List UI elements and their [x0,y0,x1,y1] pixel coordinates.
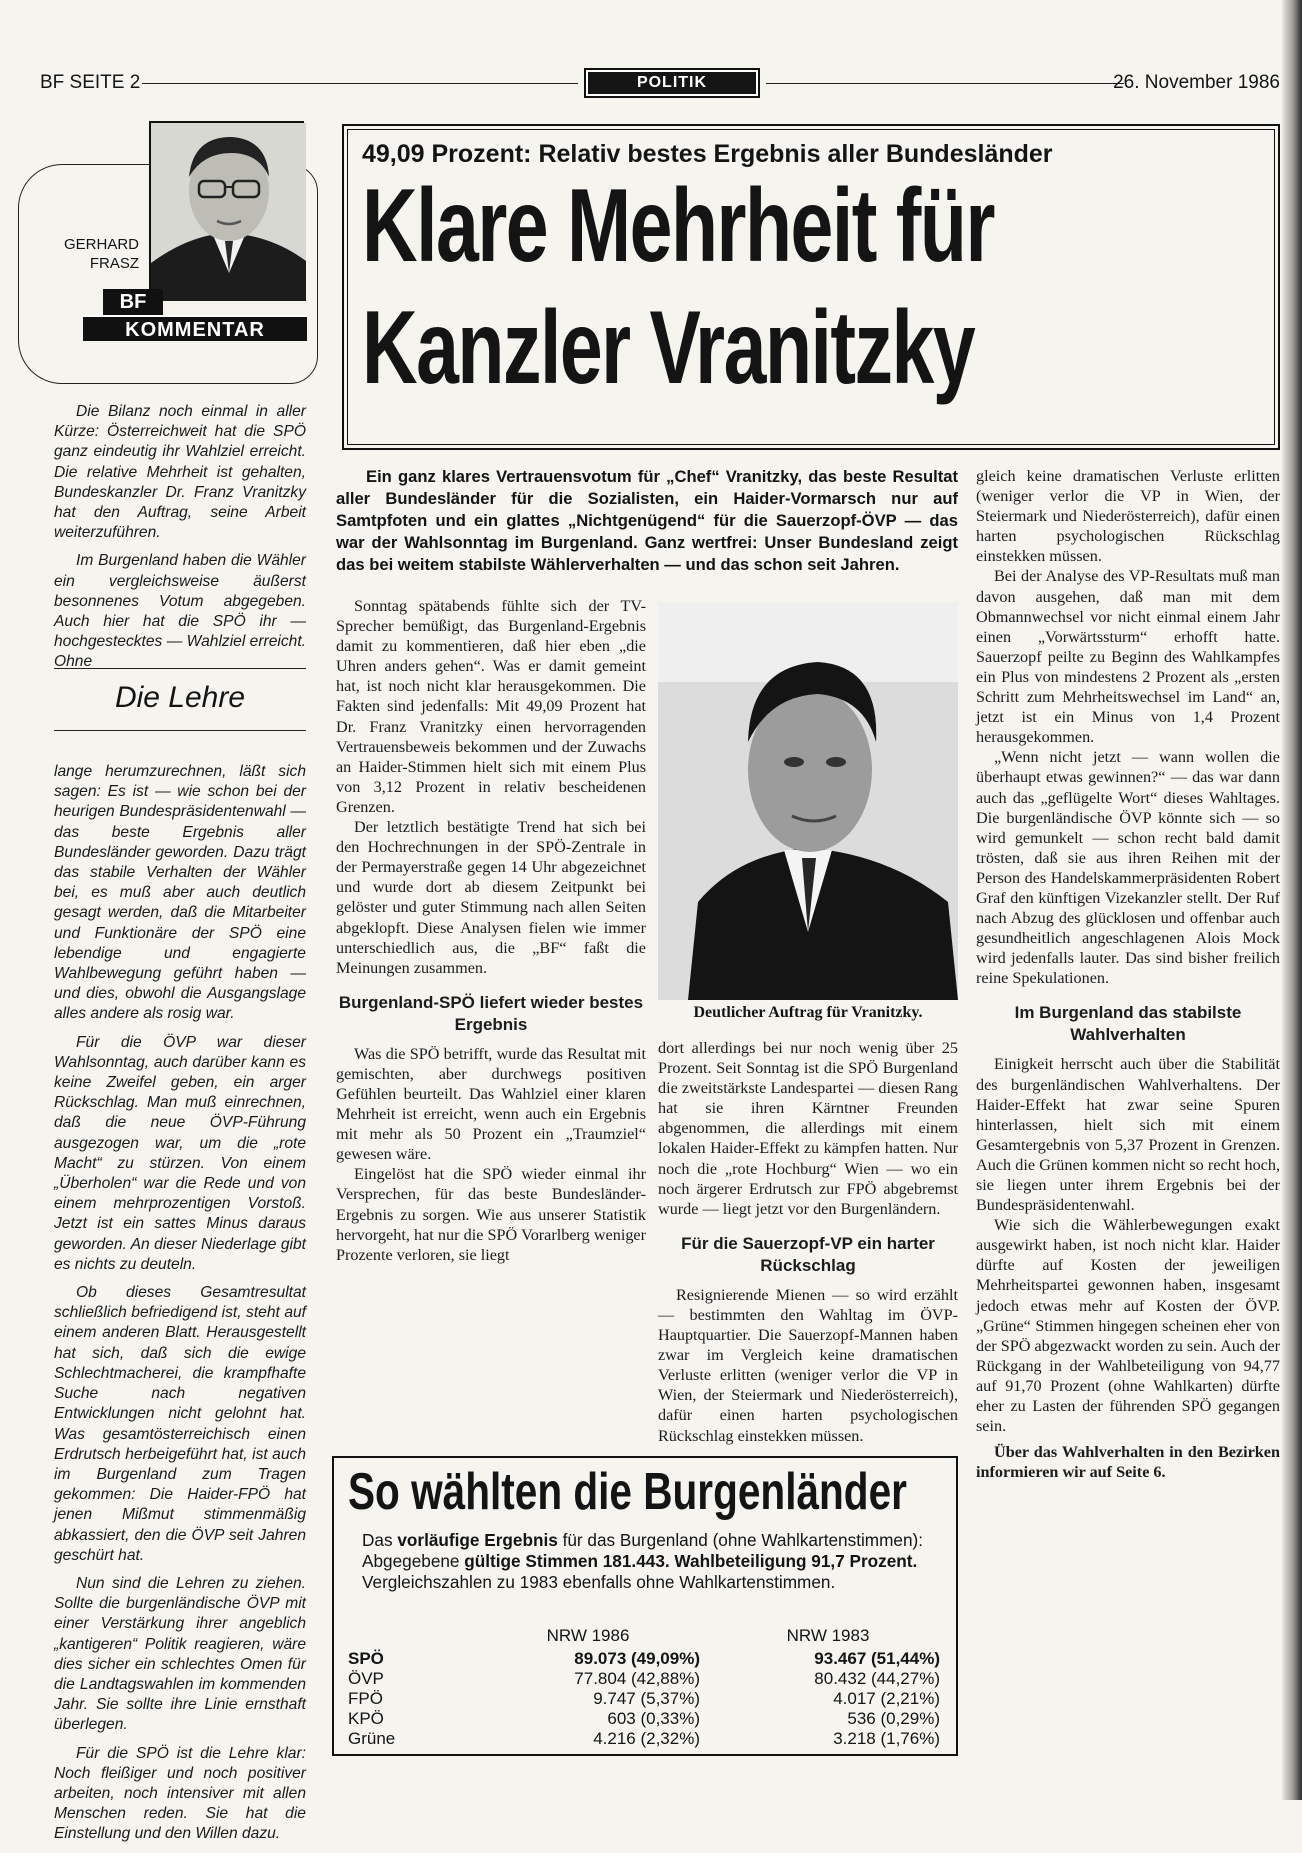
result-1983: 93.467 (51,44%) [814,1649,940,1668]
result-1986: 9.747 (5,37%) [593,1689,700,1708]
article-paragraph: Wie sich die Wählerbewegungen exakt ausgewirkt haben, ist noch nicht klar. Haider dürfte auf Kosten der jeweiligen Mehrheitspartei gewonnen haben, insgesamt jedoch etwas mehr auf Kosten der ÖVP. „Grüne“ Stimmen hingegen scheinen eher von der SPÖ abgezwackt worden zu sein. Auch der Rückgang in der Wahlbeteiligung von 94,77 auf 91,70 Prozent (ohne Wahlkarten) dürfte eher zu Lasten der führenden SPÖ gegangen sein. [976,1216,1280,1436]
results-intro-bold: vorläufige Ergebnis [397,1530,558,1550]
section-label-box [584,68,760,98]
article-paragraph: Was die SPÖ betrifft, wurde das Resultat mit gemischten, aber durchwegs positiven Gefühlen beurteilt. Das Wahlziel einer klaren Mehrheit ist erreicht, wenn auch ein Ergebnis mit mehr als 50 Prozent ein „Traumziel“ gewesen wäre. [336,1044,646,1164]
article-lead: Ein ganz klares Vertrauensvotum für „Chef“ Vranitzky, das beste Resultat aller Bundesländer für die Sozialisten, ein Haider-Vormarsch nur auf Samtpfoten und ein glattes „Nichtgenügend“ für die Sauerzopf-ÖVP — das war der Wahlsonntag im Burgenland. Ganz wertfrei: Unser Bundesland zeigt das bei weitem stabilste Wählerverhalten — und das schon seit Jahren. [336,467,958,574]
article-column-1 [336,596,646,1265]
article-paragraph: dort allerdings bei nur noch wenig über 25 Prozent. Seit Sonntag ist die SPÖ Burgenland die zweitstärkste Landespartei — diesen Rang hat sie ihren Kärntner Freunden abgenommen, die allerdings mit einem lokalen Haider-Effekt zu kämpfen hatten. Nur noch die „rote Hochburg“ Wien — wo ein noch ärgerer Erdrutsch zur FPÖ abgebremst wurde — liegt jetzt vor den Burgenländern. [658,1039,958,1218]
subheading-vp: Für die Sauerzopf-VP ein harter Rückschlag [681,1233,935,1275]
masthead-rule-left [142,83,578,84]
kommentar-banner-label: KOMMENTAR [83,315,307,341]
kommentar-subtitle: Die Lehre [114,681,246,714]
column-header-1983: NRW 1983 [786,1626,870,1645]
cross-reference: Über das Wahlverhalten in den Bezirken informieren wir auf Seite 6. [976,1443,1280,1482]
article-paragraph: Sonntag spätabends fühlte sich der TV-Sprecher bemüßigt, das Burgenland-Ergebnis damit zu kommentieren, daß hier eben „die Uhren anders gehen“. Was er damit gemeint hat, ist noch nicht klar herausgekommen. Die Fakten sind jedenfalls: Mit 49,09 Prozent hat Dr. Franz Vranitzky einen hervorragenden Vertrauensbeweis bekommen und der Zuwachs an Haider-Stimmen hielt sich mit einem Plus von 3,12 Prozent in relativ bescheidenen Grenzen. [336,597,646,816]
vranitzky-photo-drawing [658,602,958,1000]
table-row [348,1689,948,1709]
party-name: SPÖ [348,1649,384,1668]
kommentar-intro [54,402,306,681]
kommentar-paragraph: Für die SPÖ ist die Lehre klar: Noch fleißiger und noch positiver arbeiten, noch intensiver mit allen Menschen reden. Sie hat die Einstellung und den Willen dazu. [54,1744,306,1843]
kommentar-paragraph: Die Bilanz noch einmal in aller Kürze: Österreichweit hat die SPÖ ganz eindeutig ihr Wahlziel erreicht. Die relative Mehrheit ist gehalten, Bundeskanzler Dr. Franz Vranitzky hat den Auftrag, seine Arbeit weiterzuführen. [54,403,306,542]
author-last-name: FRASZ [89,255,139,272]
table-row [348,1649,948,1669]
results-header-row [348,1626,948,1649]
article-paragraph: Eingelöst hat die SPÖ wieder einmal ihr Versprechen, für das beste Bundesländer-Ergebnis zu sorgen. Wie aus unserer Statistik hervorgeht, hat nur die SPÖ Vorarlberg weniger Prozente verloren, sie liegt [336,1165,646,1264]
page-edge-shadow [1282,0,1302,1800]
page-number: BF SEITE 2 [40,72,141,93]
result-1983: 4.017 (2,21%) [833,1689,940,1708]
headline-box [342,124,1280,450]
divider [54,730,306,731]
result-1986: 4.216 (2,32%) [593,1729,700,1748]
results-title: So wählten die Burgenländer [348,1463,907,1521]
kommentar-body [54,762,306,1853]
results-intro [362,1530,942,1593]
author-name [49,235,139,273]
results-table [348,1626,948,1749]
results-intro-text: Das [362,1530,398,1550]
party-name: KPÖ [348,1709,384,1728]
issue-date: 26. November 1986 [1113,72,1280,93]
kommentar-card [18,164,318,384]
kommentar-paragraph: Für die ÖVP war dieser Wahlsonntag, auch darüber kann es keine Zweifel geben, ein arger Rückschlag. Man muß einrechnen, daß die neue ÖVP-Führung ausgezogen war, um die „rote Macht“ zu stürzen. Von einem „Überholen“ war die Rede und von einem mehrprozentigen Vorstoß. Jetzt ist ein sattes Minus daraus geworden. An dieser Niederlage gibt es nichts zu deuteln. [54,1033,306,1273]
headline-line-2: Kanzler Vranitzky [362,290,975,406]
article-paragraph: gleich keine dramatischen Verluste erlitten (weniger verlor die VP in Wien, der Steiermark und Niederösterreich), dafür einen harten psychologischen Rückschlag einstekken müssen. [976,467,1280,566]
divider [54,668,306,669]
column-header-1986: NRW 1986 [546,1626,630,1645]
author-first-name: GERHARD [63,236,139,253]
author-portrait [149,121,304,299]
author-portrait-drawing [151,123,306,301]
kommentar-banner-bf: BF [103,289,163,315]
masthead [40,68,1280,98]
results-intro-text: für das Burgenland (ohne Wahlkartenstimmen): Abgegebene [362,1530,924,1571]
kommentar-paragraph: lange herumzurechnen, läßt sich sagen: Es ist — wie schon bei der heurigen Bundespräsidentenwahl — das beste Ergebnis aller Bundesländer geworden. Dazu trägt das stabile Verhalten der Wähler bei, es muß aber auch deutlich gesagt werden, daß die Mitarbeiter und Funktionäre der SPÖ eine lebendige und engagierte Wahlbewegung geführt haben — und dies, obwohl die Ausgangslage alles andere als rosig war. [54,763,306,1023]
result-1983: 3.218 (1,76%) [833,1729,940,1748]
kommentar-paragraph: Ob dieses Gesamtresultat schließlich befriedigend ist, steht auf einem anderen Blatt. Herausgestellt hat sich, daß sich die ewige Schlechtmacherei, die krampfhafte Suche nach negativen Entwicklungen nicht gelohnt hat. Was gesamtösterreichisch einen Erdrutsch herbeigeführt hat, ist auch im Burgenland zum Tragen gekommen: Die Haider-FPÖ hat jenen Mißmut stimmenmäßig abkassiert, den die ÖVP seit Jahren geschürt hat. [54,1284,306,1564]
subheading-spo: Burgenland-SPÖ liefert wieder bestes Ergebnis [338,992,644,1034]
subheading-stability: Im Burgenland das stabilste Wahlverhalten [1014,1003,1242,1045]
section-label: POLITIK [588,72,756,94]
table-row [348,1669,948,1689]
table-row [348,1709,948,1729]
results-intro-text: Vergleichszahlen zu 1983 ebenfalls ohne Wahlkartenstimmen. [362,1572,836,1592]
result-1983: 536 (0,29%) [847,1709,940,1728]
result-1986: 77.804 (42,88%) [574,1669,700,1688]
photo-caption: Deutlicher Auftrag für Vranitzky. [693,1004,923,1021]
result-1983: 80.432 (44,27%) [814,1669,940,1688]
kommentar-paragraph: Nun sind die Lehren zu ziehen. Sollte die burgenländische ÖVP mit einer Verstärkung ihrer angeblich „kantigeren“ Politik reagieren, wäre dies sicher ein schlechtes Omen für die Landtagswahlen im kommenden Jahr. Sie sollte ihre Linie ernsthaft überlegen. [54,1574,306,1734]
article-column-3 [976,466,1280,1482]
kommentar-banner [83,289,307,341]
vranitzky-photo [658,602,958,1000]
article-column-2 [658,1038,958,1445]
article-paragraph: Bei der Analyse des VP-Resultats muß man davon ausgehen, daß man mit dem Obmannwechsel vor nicht einmal einem Jahr einen „Vorwärtssturm“ erhofft hatte. Sauerzopf peilte zu Beginn des Wahlkampfes ein Plus von mindestens 2 Prozent als „ersten Schritt zum Mehrheitswechsel im Land“ an, jetzt ist ein Minus von 1,4 Prozent herausgekommen. [976,567,1280,747]
table-row [348,1729,948,1749]
result-1986: 603 (0,33%) [607,1709,700,1728]
headline-line-1: Klare Mehrheit für [362,168,994,284]
party-column-header [348,1626,468,1649]
result-1986: 89.073 (49,09%) [574,1649,700,1668]
article-paragraph: Einigkeit herrscht auch über die Stabilität des burgenländischen Wahlverhaltens. Der Haider-Effekt hat zwar seine Spuren hinterlassen, hielt sich mit einem Gesamtergebnis von 5,37 Prozent in Grenzen. Auch die Grünen kommen nicht so recht hoch, sie liegen unter ihrem Ergebnis bei der Bundespräsidentenwahl. [976,1055,1280,1215]
party-name: ÖVP [348,1669,384,1688]
party-name: FPÖ [348,1689,383,1708]
article-paragraph: Der letztlich bestätigte Trend hat sich bei den Hochrechnungen in der SPÖ-Zentrale in der Permayerstraße gegen 14 Uhr abgezeichnet und wurde dort ab diesem Zeitpunkt bei gelöster und guter Stimmung nach allen Seiten abgeklopft. Diese Analysen fielen wie immer unterschiedlich aus, die „BF“ faßt die Meinungen zusammen. [336,818,646,977]
results-intro-bold: gültige Stimmen 181.443. Wahlbeteiligung 91,7 Prozent. [464,1551,918,1571]
results-box [332,1456,958,1756]
article-paragraph: Resignierende Mienen — so wird erzählt — bestimmten den Wahltag im ÖVP-Hauptquartier. Die Sauerzopf-Mannen haben zwar im Vergleich keine dramatischen Verluste erlitten (weniger verlor die VP in Wien, der Steiermark und Niederösterreich), dafür einen harten psychologischen Rückschlag einstekken müssen. [658,1285,958,1445]
kommentar-paragraph: Im Burgenland haben die Wähler ein vergleichsweise äußerst besonnenes Votum abgegeben. Auch hier hat die SPÖ ihr — hochgestecktes — Wahlziel erreicht. Ohne [54,552,306,671]
masthead-rule-right [766,83,1124,84]
headline-inner-frame [347,129,1275,445]
article-paragraph: „Wenn nicht jetzt — wann wollen die überhaupt etwas gewinnen?“ — das war dann auch das „geflügelte Wort“ dieses Wahltages. Die burgenländische ÖVP könnte sich — so wird gemunkelt — schon recht bald damit trösten, daß sie aus ihren Reihen mit der Person des Handelskammerpräsidenten Robert Graf den künftigen Vizekanzler stellt. Der Ruf nach Abzug des glücklosen und offenbar auch gesundheitlich angeschlagenen Alois Mock wird jedenfalls lauter. Das sind bisher freilich reine Spekulationen. [976,748,1280,988]
party-name: Grüne [348,1729,396,1748]
kicker: 49,09 Prozent: Relativ bestes Ergebnis aller Bundesländer [362,140,1053,168]
